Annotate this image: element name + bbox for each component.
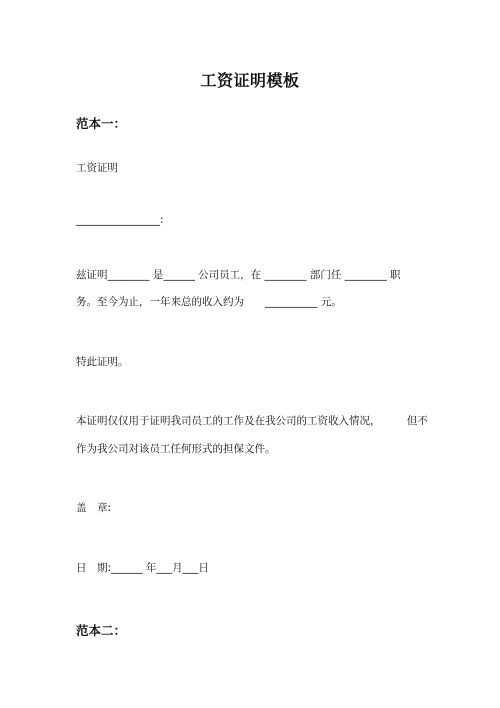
body-paragraph-2-line-1: 本证明仅仅用于证明我司员工的工作及在我公司的工资收入情况， 但不 bbox=[76, 415, 428, 427]
body-paragraph-1-line-2: 务。至今为止，一年来总的收入约为 __________ 元。 bbox=[76, 296, 342, 308]
date-line: 日 期:______ 年___月___日 bbox=[76, 562, 209, 574]
body-paragraph-1-line-1: 兹证明________ 是______ 公司员工，在 ________ 部门任 ________ 职 bbox=[76, 269, 401, 281]
body-paragraph-2-line-2: 作为我公司对该员工任何形式的担保文件。 bbox=[76, 443, 276, 455]
section-heading-1: 范本一： bbox=[76, 116, 127, 131]
salutation-line: ________________: bbox=[76, 214, 164, 226]
hereby-certify-text: 特此证明。 bbox=[76, 356, 129, 368]
document-title: 工资证明模板 bbox=[200, 71, 300, 90]
seal-line: 盖 章: bbox=[76, 502, 112, 514]
section-heading-2: 范本二： bbox=[76, 623, 127, 638]
certificate-heading: 工资证明 bbox=[76, 162, 118, 174]
